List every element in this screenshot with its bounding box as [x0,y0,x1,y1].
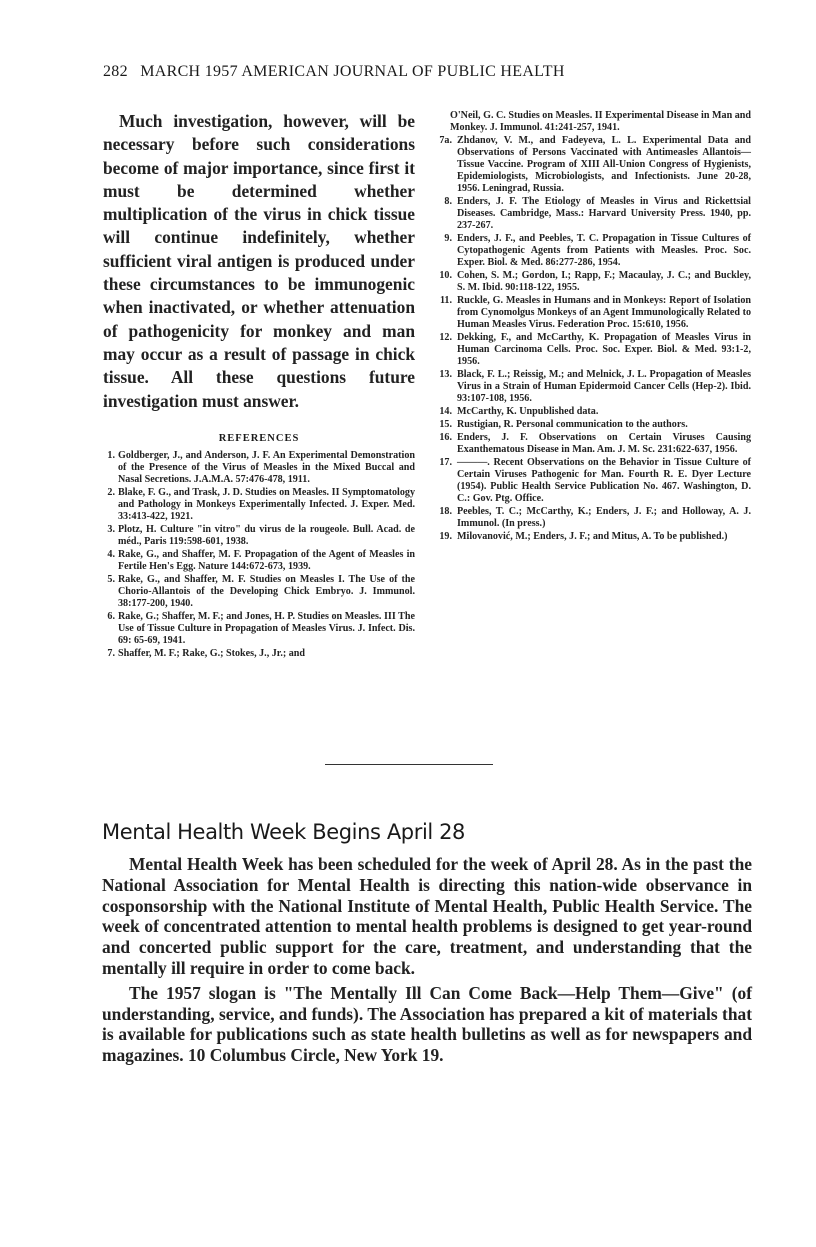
reference-item: 4. Rake, G., and Shaffer, M. F. Propagation of the Agent of Measles in Fertile Hen's Egg. Nature 144:672-673, 1939. [107,548,415,572]
reference-item: 8. Enders, J. F. The Etiology of Measles in Virus and Rickettsial Diseases. Cambridge, Mass.: Harvard University Press. 1940, pp. 237-267. [444,196,751,231]
right-column [435,110,751,544]
references-heading: REFERENCES [218,432,300,444]
news-section [102,820,752,1070]
news-title: Mental Health Week Begins April 28 [102,820,466,844]
reference-item: 12. Dekking, F., and McCarthy, K. Propagation of Measles Virus in Human Carcinoma Cells. Proc. Soc. Exper. Biol. & Med. 93:1-2, 1956. [439,332,751,367]
reference-item: 14. McCarthy, K. Unpublished data. [439,406,599,417]
page-number: 282 [103,63,128,80]
reference-list-right [435,135,751,543]
section-divider [325,764,493,765]
reference-item: 3. Plotz, H. Culture "in vitro" du virus de la rougeole. Bull. Acad. de méd., Paris 119:598-601, 1938. [107,523,415,547]
body-paragraph: Much investigation, however, will be necessary before such considerations become of major importance, since first it must be determined whether multiplication of the virus in chick tissue will continue indefinitely, whether sufficient viral antigen is produced under these circumstances to be immunogenic when inactivated, or whether attenuation of pathogenicity for monkey and man may occur as a result of passage in chick tissue. All these questions future investigation must answer. [103,111,415,411]
reference-item: 2. Blake, F. G., and Trask, J. D. Studies on Measles. II Symptomatology and Pathology in Monkeys Experimentally Infected. J. Exper. Med. 33:413-422, 1921. [107,486,415,522]
reference-item: 10. Cohen, S. M.; Gordon, I.; Rapp, F.; Macaulay, J. C.; and Buckley, S. M. Ibid. 90:118-122, 1955. [439,270,751,293]
reference-item: 7. Shaffer, M. F.; Rake, G.; Stokes, J., Jr.; and [107,647,306,659]
reference-item: 11. Ruckle, G. Measles in Humans and in Monkeys: Report of Isolation from Cynomolgus Monkeys of an Agent Immunologically Related to Human Measles Virus. Federation Proc. 15:610, 1956. [439,295,751,330]
reference-item: 1. Goldberger, J., and Anderson, J. F. An Experimental Demonstration of the Presence of the Virus of Measles in the Mixed Buccal and Nasal Secretions. J.A.M.A. 57:476-478, 1911. [107,449,415,485]
reference-item: 13. Black, F. L.; Reissig, M.; and Melnick, J. L. Propagation of Measles Virus in a Strain of Human Epidermoid Cancer Cells (Hep-2). Ibid. 93:107-108, 1956. [439,369,751,404]
left-column [103,110,415,661]
reference-item: 17. ———. Recent Observations on the Behavior in Tissue Culture of Certain Viruses Pathogenic for Man. Fourth R. E. Dyer Lecture (1954). Public Health Service Publication No. 467. Washington, D. C.: Gov. Ptg. Office. [439,457,751,504]
news-paragraph: Mental Health Week has been scheduled for the week of April 28. As in the past the National Association for Mental Health is directing this nation-wide observance in cosponsorship with the National Institute of Mental Health, Public Health Service. The week of concentrated attention to mental health problems is designed to get year-round and concerted public support for the care, treatment, and understanding that the mentally ill require in order to come back. [102,854,752,978]
reference-list-left [103,450,415,660]
reference-item: 18. Peebles, T. C.; McCarthy, K.; Enders, J. F.; and Holloway, A. J. Immunol. (In press.) [439,506,751,529]
reference-continuation: O'Neil, G. C. Studies on Measles. II Experimental Disease in Man and Monkey. J. Immunol. 41:241-257, 1941. [450,110,751,133]
reference-item: 19. Milovanović, M.; Enders, J. F.; and Mitus, A. To be published.) [439,531,728,542]
reference-item: 15. Rustigian, R. Personal communication to the authors. [439,419,688,430]
journal-running-title: MARCH 1957 AMERICAN JOURNAL OF PUBLIC HEALTH [140,63,565,80]
reference-item: 7a. Zhdanov, V. M., and Fadeyeva, L. L. Experimental Data and Observations of Persons Vaccinated with Antimeasles Allantois—Tissue Vaccine. Program of XIII All-Union Congress of Hygienists, Epidemiologists, Microbiologists, and Infectionists. June 20-28, 1956. Leningrad, Russia. [439,135,751,194]
running-header [103,63,703,81]
reference-item: 6. Rake, G.; Shaffer, M. F.; and Jones, H. P. Studies on Measles. III The Use of Tissue Culture in Propagation of Measles Virus. J. Infect. Dis. 69: 65-69, 1941. [107,610,415,646]
news-paragraph: The 1957 slogan is "The Mentally Ill Can Come Back—Help Them—Give" (of understanding, service, and funds). The Association has prepared a kit of materials that is available for publications such as state health bulletins as well as for newspapers and magazines. 10 Columbus Circle, New York 19. [102,982,752,1066]
reference-item: 5. Rake, G., and Shaffer, M. F. Studies on Measles I. The Use of the Chorio-Allantois of the Developing Chick Embryo. J. Immunol. 38:177-200, 1940. [107,573,415,609]
reference-item: 16. Enders, J. F. Observations on Certain Viruses Causing Exanthematous Disease in Man. Am. J. M. Sc. 231:622-637, 1956. [439,432,751,455]
reference-item: 9. Enders, J. F., and Peebles, T. C. Propagation in Tissue Cultures of Cytopathogenic Agents from Patients with Measles. Proc. Soc. Exper. Biol. & Med. 86:277-286, 1954. [444,233,751,268]
